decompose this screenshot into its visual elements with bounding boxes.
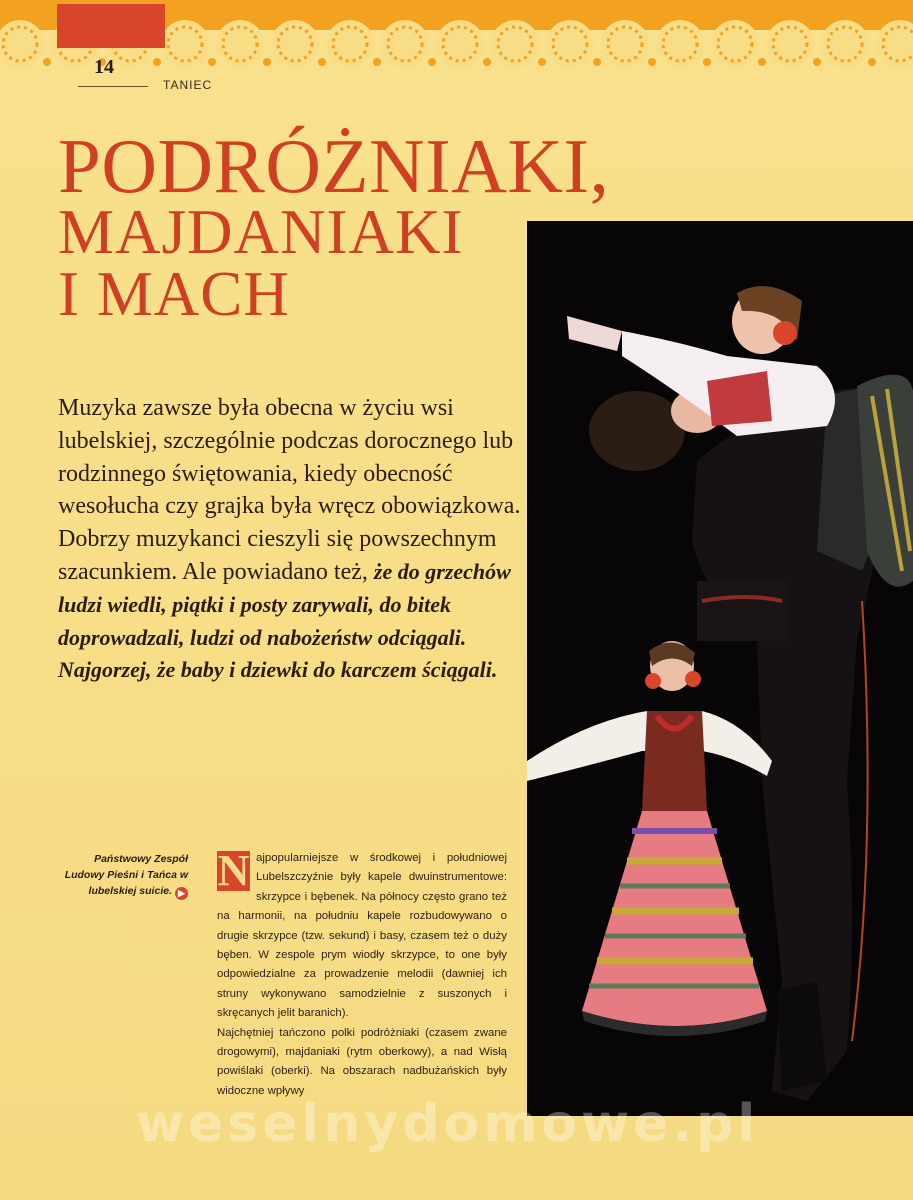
dancers-illustration: [527, 221, 913, 1116]
body-paragraph-1: ajpopularniejsze w środkowej i południowej Lubelszczyźnie były kapele dwuinstrumentowe: skrzypce i bębenek. Na północy często grano też na harmonii, na południu kapele rozbudowywano o drugie skrzypce (tzw. sekund) i basy, czasem też o duży bęben. W zespole prym wiodły skrzypce, to one były odpowiedzialne za prowadzenie melodii (dawniej ich struny wykonywano samodzielnie z suszonych i skręcanych jelit baranich).: [217, 852, 507, 1020]
title-line-3: I MACH: [58, 259, 290, 329]
page-number-rule: [78, 86, 148, 87]
folk-dancers-photo: [527, 221, 913, 1116]
lead-paragraph: [58, 392, 528, 687]
page-number-tab: [57, 4, 165, 48]
drop-cap: N: [217, 846, 250, 895]
title-line-1: PODRÓŻNIAKI,: [58, 123, 610, 209]
page-number: 14: [94, 56, 114, 78]
section-label: TANIEC: [163, 78, 213, 92]
body-paragraph-2: Najchętniej tańczono polki podróżniaki (czasem zwane drogowymi), majdaniaki (rytm oberkowy), a nad Wisłą powiślaki (oberki). Na obszarach nadbużańskich były widoczne wpływy: [217, 1026, 507, 1097]
lead-quote: że do grzechów ludzi wiedli, piątki i posty zarywali, do bitek doprowadzali, ludzi od nabożeństw odciągali. Najgorzej, że baby i dziewki do karczem ściągali.: [58, 558, 511, 683]
title-line-2: MAJDANIAKI: [58, 197, 464, 267]
photo-caption: [58, 851, 188, 900]
body-text: [217, 846, 507, 1101]
lead-text: Muzyka zawsze była obecna w życiu wsi lubelskiej, szczególnie podczas dorocznego lub rodzinnego świętowania, kiedy obecność wesołucha czy grajka była wręcz obowiązkowa. Dobrzy muzykanci cieszyli się powszechnym szacunkiem. Ale powiadano też,: [58, 395, 521, 585]
watermark: weselnydomowe.pl: [136, 1094, 760, 1154]
caption-text: Państwowy Zespół Ludowy Pieśni i Tańca w lubelskiej suicie.: [64, 853, 188, 897]
arrow-right-icon: ▶: [175, 887, 188, 900]
